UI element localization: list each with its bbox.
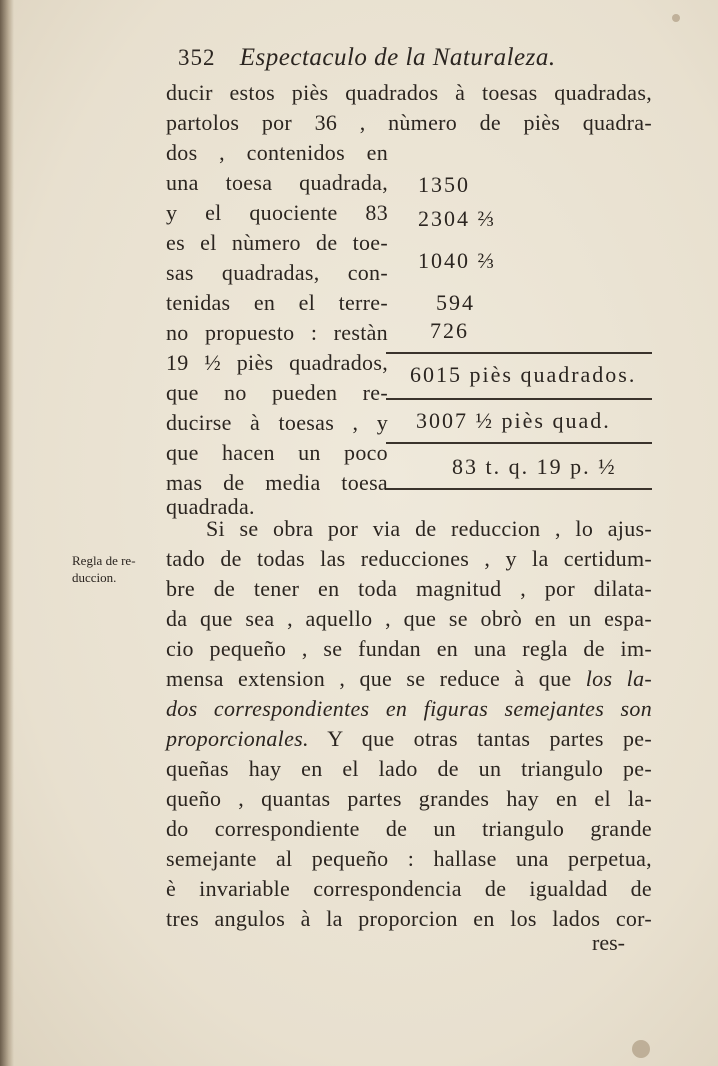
paper-stain [672, 14, 680, 22]
italic-span: los la- [585, 666, 652, 691]
text-line: queñas hay en el lado de un triangulo pe- [166, 756, 652, 781]
text-line: quadrada. [166, 494, 255, 519]
text-line: ducir estos piès quadrados à toesas quadradas, [166, 80, 652, 105]
text-line: que hacen un poco [166, 440, 388, 465]
text-line: ducirse à toesas , y [166, 410, 388, 435]
calc-row-2: 2304 ⅔ [418, 206, 496, 231]
text-line [166, 724, 652, 754]
calc-row-5: 726 [430, 318, 469, 343]
page-number: 352 [178, 45, 216, 70]
text-line: y el quociente 83 [166, 200, 388, 225]
calc-result: 83 t. q. 19 p. ½ [452, 454, 617, 479]
text-line: dos , contenidos en [166, 140, 388, 165]
text-line: partolos por 36 , nùmero de piès quadra- [166, 110, 652, 135]
text-line: è invariable correspondencia de igualdad de [166, 876, 652, 901]
text-line: bre de tener en toda magnitud , por dilata- [166, 576, 652, 601]
text-line: mas de media toesa [166, 470, 388, 495]
text-line: que no pueden re- [166, 380, 388, 405]
text-line: sas quadradas, con- [166, 260, 388, 285]
text-line: da que sea , aquello , que se obrò en un espa- [166, 606, 652, 631]
text-line: queño , quantas partes grandes hay en el la- [166, 786, 652, 811]
calc-rule [386, 352, 652, 354]
calc-row-3: 1040 ⅔ [418, 248, 496, 273]
text-line [166, 664, 652, 694]
text-line: no propuesto : restàn [166, 320, 388, 345]
calc-rule [386, 398, 652, 400]
text-line: cio pequeño , se fundan en una regla de im- [166, 636, 652, 661]
margin-note: Regla de re- duccion. [72, 553, 136, 585]
text-line: Si se obra por via de reduccion , lo ajus- [206, 516, 652, 541]
text-line: tado de todas las reducciones , y la certidum- [166, 546, 652, 571]
calc-sum: 6015 piès quadrados. [410, 362, 637, 387]
text-line: semejante al pequeño : hallase una perpetua, [166, 846, 652, 871]
calc-rule [386, 488, 652, 490]
running-title: Espectaculo de la Naturaleza. [239, 44, 556, 71]
calc-row-4: 594 [436, 290, 475, 315]
text-span: Y que otras tantas partes pe- [308, 726, 652, 751]
page-header [178, 44, 648, 78]
calc-half: 3007 ½ piès quad. [416, 408, 611, 433]
catchword: res- [592, 930, 625, 955]
paper-stain [632, 1040, 650, 1058]
text-line: tres angulos à la proporcion en los lados cor- [166, 906, 652, 931]
text-line: do correspondiente de un triangulo grande [166, 816, 652, 841]
text-line: tenidas en el terre- [166, 290, 388, 315]
text-line-italic: dos correspondientes en figuras semejantes son [166, 696, 652, 721]
calc-rule [386, 442, 652, 444]
text-line: 19 ½ piès quadrados, [166, 350, 388, 375]
text-span: mensa extension , que se reduce à que [166, 666, 586, 691]
text-line: una toesa quadrada, [166, 170, 388, 195]
calc-row-1: 1350 [418, 172, 470, 197]
text-line: es el nùmero de toe- [166, 230, 388, 255]
italic-span: proporcionales. [166, 726, 309, 751]
page-binding-shadow [0, 0, 14, 1066]
